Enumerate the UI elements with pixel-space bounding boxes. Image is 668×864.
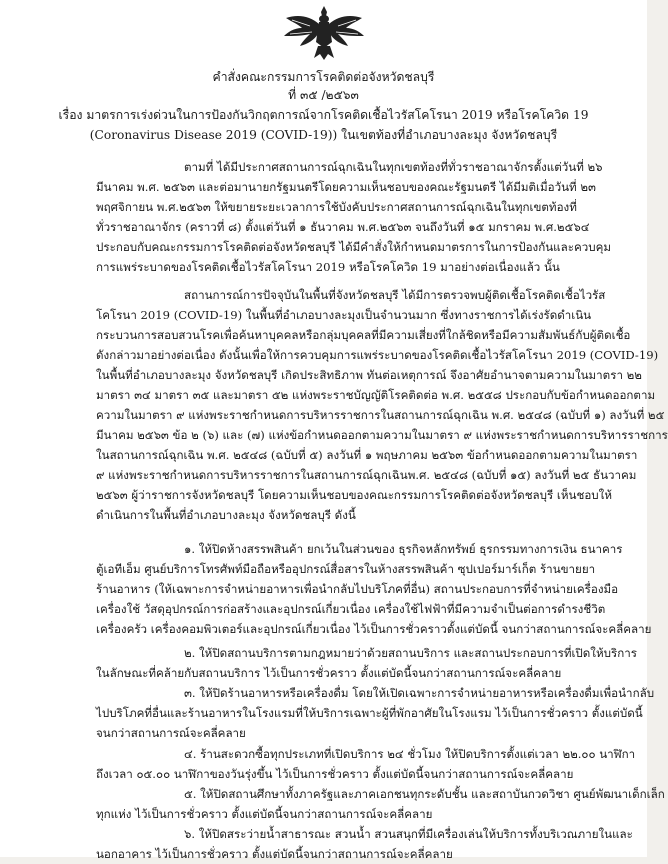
text-line: ๔. ร้านสะดวกซื้อทุกประเภทที่เปิดบริการ ๒๔ ชั่วโมง ให้ปิดบริการตั้งแต่เวลา ๒๒.๐๐ นาฬิกา <box>184 747 636 761</box>
order-number: ที่ ๓๕ /๒๕๖๓ <box>288 88 359 102</box>
subject-line-2: (Coronavirus Disease 2019 (COVID-19)) ในเขตท้องที่อำเภอบางละมุง จังหวัดชลบุรี <box>89 128 558 142</box>
text-line: ตามที่ ได้มีประกาศสถานการณ์ฉุกเฉินในทุกเขตท้องที่ทั่วราชอาณาจักรตั้งแต่วันที่ ๒๖ <box>184 160 603 174</box>
text-line: มีนาคม พ.ศ. ๒๕๖๓ และต่อมานายกรัฐมนตรีโดยความเห็นชอบของคณะรัฐมนตรี ได้มีมติเมื่อวันที่ ๒๓ <box>96 180 596 194</box>
measure-4 <box>96 744 636 784</box>
text-line: ๖. ให้ปิดสระว่ายน้ำสาธารณะ สวนน้ำ สวนสนุกที่มีเครื่องเล่นให้บริการทั้งบริเวณภายในและ <box>184 827 633 841</box>
text-line: ประกอบกับคณะกรรมการโรคติดต่อจังหวัดชลบุรี ได้มีคำสั่งให้กำหนดมาตรการในการป้องกันและควบคุม <box>96 240 611 254</box>
text-line: ตู้เอทีเอ็ม ศูนย์บริการโทรศัพท์มือถือหรืออุปกรณ์สื่อสารในห้างสรรพสินค้า ซุปเปอร์มาร์เก็ต ร้านขายยา <box>96 562 596 576</box>
text-line: มีนาคม ๒๕๖๓ ข้อ ๒ (๖) และ (๗) แห่งข้อกำหนดออกตามความในมาตรา ๙ แห่งพระราชกำหนดการบริหารราชการ <box>96 428 668 442</box>
text-line: ทั่วราชอาณาจักร (คราวที่ ๘) ตั้งแต่วันที่ ๑ ธันวาคม พ.ศ.๒๕๖๓ จนถึงวันที่ ๑๕ มกราคม พ.ศ.๒๕๖๔ <box>96 220 590 234</box>
text-line: ๒๕๖๓ ผู้ว่าราชการจังหวัดชลบุรี โดยความเห็นชอบของคณะกรรมการโรคติดต่อจังหวัดชลบุรี เห็นชอบให้ <box>96 488 612 502</box>
text-line: ในสถานการณ์ฉุกเฉิน พ.ศ. ๒๕๔๘ (ฉบับที่ ๕) ลงวันที่ ๑ พฤษภาคม ๒๕๖๓ ข้อกำหนดออกตามความในมาตรา <box>96 448 638 462</box>
measure-5 <box>96 784 665 824</box>
measure-3 <box>96 683 655 743</box>
text-line: ร้านอาหาร (ให้เฉพาะการจำหน่ายอาหารเพื่อนำกลับไปบริโภคที่อื่น) สถานประกอบการที่จำหน่ายเครื่องมือ <box>96 582 619 596</box>
text-line: พฤศจิกายน พ.ศ.๒๕๖๓ ให้ขยายระยะเวลาการใช้บังคับประกาศสถานการณ์ฉุกเฉินในทุกเขตท้องที่ <box>96 200 577 214</box>
text-line: ในลักษณะที่คล้ายกับสถานบริการ ไว้เป็นการชั่วคราว ตั้งแต่บัดนี้จนกว่าสถานการณ์จะคลี่คลาย <box>96 666 562 680</box>
text-line: ๕. ให้ปิดสถานศึกษาทั้งภาครัฐและภาคเอกชนทุกระดับชั้น และสถาบันกวดวิชา ศูนย์พัฒนาเด็กเล็ก <box>184 787 665 801</box>
text-line: ดำเนินการในพื้นที่อำเภอบางละมุง จังหวัดชลบุรี ดังนี้ <box>96 508 356 522</box>
text-line: เครื่องใช้ วัสดุอุปกรณ์การก่อสร้างและอุปกรณ์เกี่ยวเนื่อง เครื่องใช้ไฟฟ้าที่มีความจำเป็นต่อการดำรงชีวิต <box>96 602 606 616</box>
text-line: สถานการณ์การปัจจุบันในพื้นที่จังหวัดชลบุรี ได้มีการตรวจพบผู้ติดเชื้อโรคติดเชื้อไวรัส <box>184 288 606 302</box>
text-line: การแพร่ระบาดของโรคติดเชื้อไวรัสโคโรนา 2019 หรือโรคโควิด 19 มาอย่างต่อเนื่องแล้ว นั้น <box>96 260 560 274</box>
garuda-emblem-icon <box>280 4 368 62</box>
paragraph-preamble <box>96 157 611 277</box>
text-line: กระบวนการสอบสวนโรคเพื่อค้นหาบุคคลหรือกลุ่มบุคคลที่มีความเสี่ยงที่ใกล้ชิดหรือมีความสัมพันธ์กับผู้ติดเชื้อ <box>96 328 631 342</box>
text-line: ไปบริโภคที่อื่นและร้านอาหารในโรงแรมที่ให้บริการเฉพาะผู้ที่พักอาศัยในโรงแรม ไว้เป็นการชั่วคราว ตั้งแต่บัดนี้ <box>96 706 643 720</box>
text-line: ในพื้นที่อำเภอบางละมุง จังหวัดชลบุรี เกิดประสิทธิภาพ ทันต่อเหตุการณ์ จึงอาศัยอำนาจตามความในมาตรา ๒๒ <box>96 368 642 382</box>
text-line: เครื่องครัว เครื่องคอมพิวเตอร์และอุปกรณ์เกี่ยวเนื่อง ไว้เป็นการชั่วคราวตั้งแต่บัดนี้ จนกว่าสถานการณ์จะคลี่คลาย <box>96 622 652 636</box>
measure-1 <box>96 539 652 639</box>
text-line: โคโรนา 2019 (COVID-19) ในพื้นที่อำเภอบางละมุงเป็นจำนวนมาก ซึ่งทางราชการได้เร่งรัดดำเนิน <box>96 308 592 322</box>
issuer-title: คำสั่งคณะกรรมการโรคติดต่อจังหวัดชลบุรี <box>212 70 435 84</box>
text-line: ๙ แห่งพระราชกำหนดการบริหารราชการในสถานการณ์ฉุกเฉินพ.ศ. ๒๕๔๘ (ฉบับที่ ๑๕) ลงวันที่ ๒๕ ธันวาคม <box>96 468 637 482</box>
measure-6 <box>96 824 633 864</box>
measure-2 <box>96 643 637 683</box>
text-line: ทุกแห่ง ไว้เป็นการชั่วคราว ตั้งแต่บัดนี้จนกว่าสถานการณ์จะคลี่คลาย <box>96 807 433 821</box>
text-line: จนกว่าสถานการณ์จะคลี่คลาย <box>96 726 246 740</box>
text-line: ๑. ให้ปิดห้างสรรพสินค้า ยกเว้นในส่วนของ ธุรกิจหลักทรัพย์ ธุรกรรมทางการเงิน ธนาคาร <box>184 542 623 556</box>
text-line: ดังกล่าวมาอย่างต่อเนื่อง ดังนั้นเพื่อให้การควบคุมการแพร่ระบาดของโรคติดเชื้อไวรัสโคโรนา 2019 (COVID-19) <box>96 348 659 362</box>
paragraph-situation <box>96 285 668 525</box>
text-line: มาตรา ๓๔ มาตรา ๓๕ และมาตรา ๕๒ แห่งพระราชบัญญัติโรคติดต่อ พ.ศ. ๒๕๕๘ ประกอบกับข้อกำหนดออกตาม <box>96 388 656 402</box>
text-line: ๒. ให้ปิดสถานบริการตามกฎหมายว่าด้วยสถานบริการ และสถานประกอบการที่เปิดให้บริการ <box>184 646 637 660</box>
subject-line-1: เรื่อง มาตรการเร่งด่วนในการป้องกันวิกฤตการณ์จากโรคติดเชื้อไวรัสโคโรนา 2019 หรือโรคโควิด 19 <box>58 108 589 122</box>
text-line: ความในมาตรา ๙ แห่งพระราชกำหนดการบริหารราชการในสถานการณ์ฉุกเฉิน พ.ศ. ๒๕๔๘ (ฉบับที่ ๑) ลงวันที่ ๒๕ <box>96 408 665 422</box>
text-line: นอกอาคาร ไว้เป็นการชั่วคราว ตั้งแต่บัดนี้จนกว่าสถานการณ์จะคลี่คลาย <box>96 847 453 861</box>
text-line: ๓. ให้ปิดร้านอาหารหรือเครื่องดื่ม โดยให้เปิดเฉพาะการจำหน่ายอาหารหรือเครื่องดื่มเพื่อนำกลับ <box>184 686 655 700</box>
text-line: ถึงเวลา ๐๕.๐๐ นาฬิกาของวันรุ่งขึ้น ไว้เป็นการชั่วคราว ตั้งแต่บัดนี้จนกว่าสถานการณ์จะคลี่คลาย <box>96 767 574 781</box>
